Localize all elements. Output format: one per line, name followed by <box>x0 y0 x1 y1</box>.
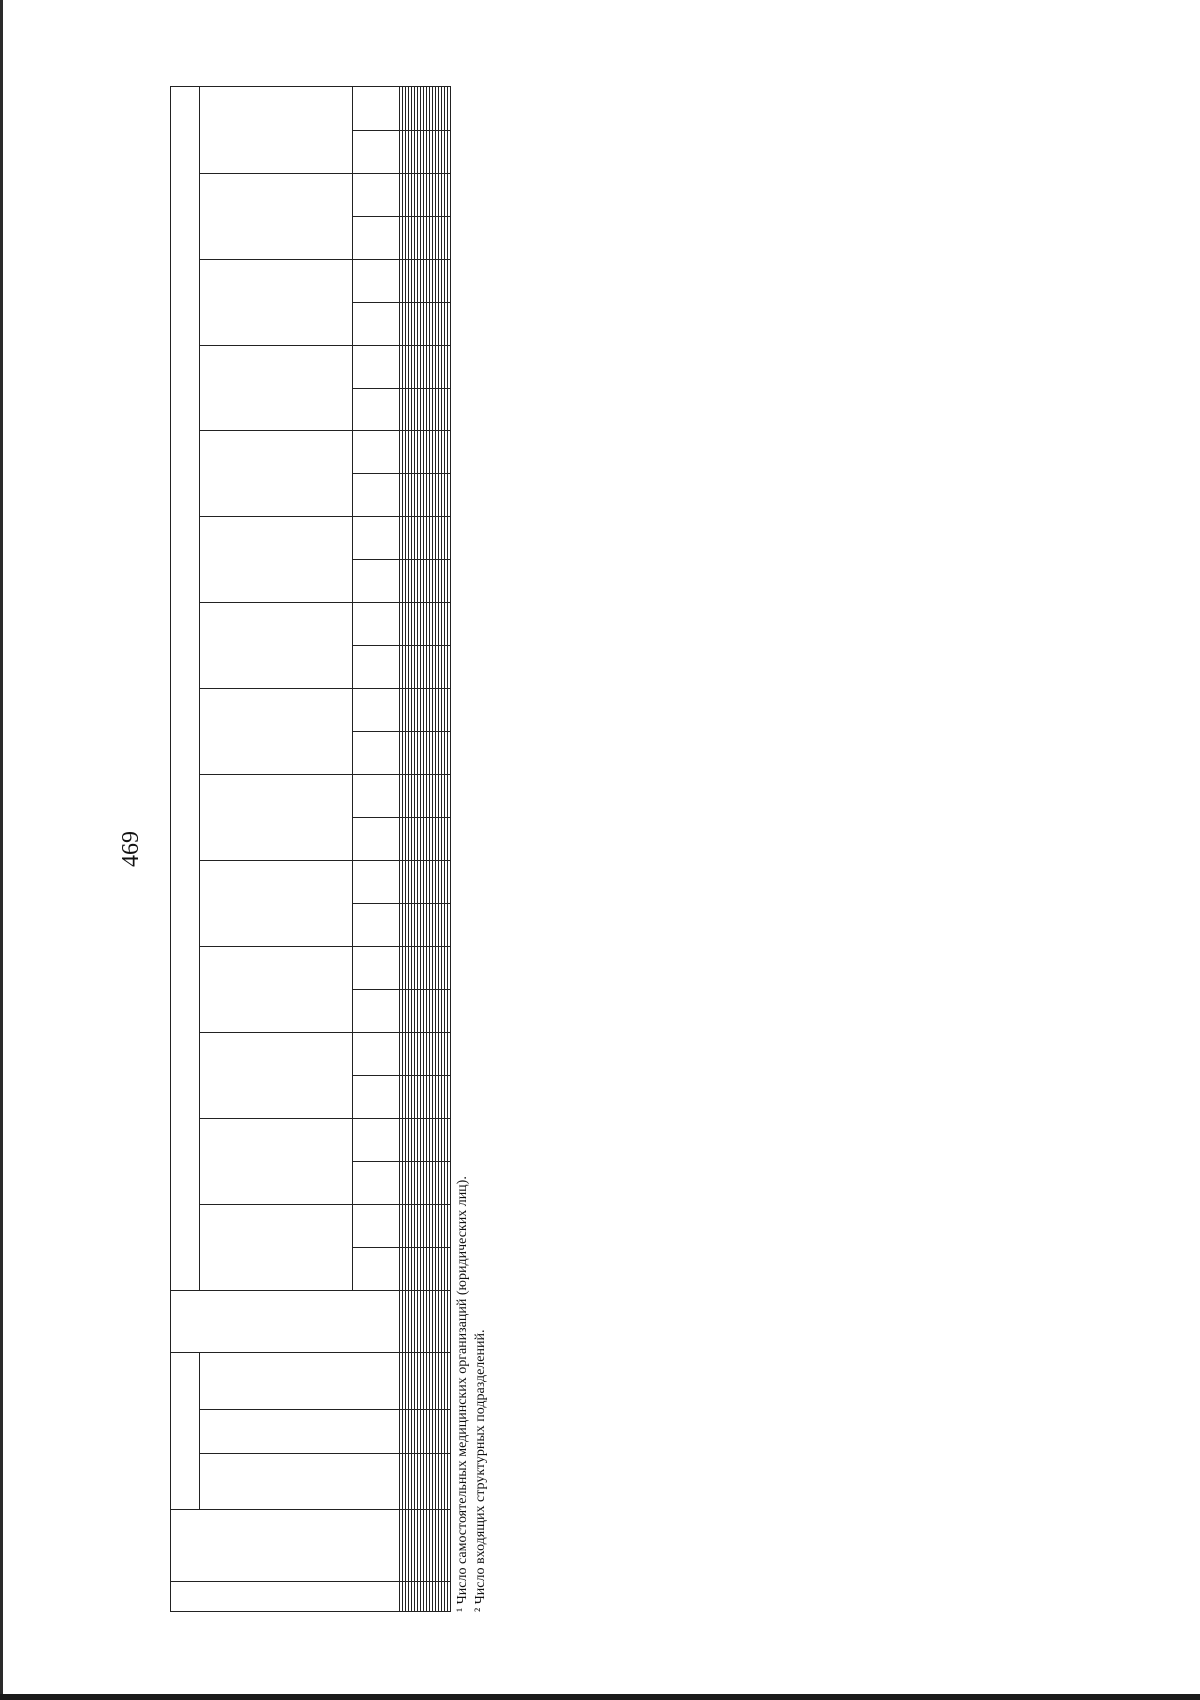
group-header <box>200 1033 353 1119</box>
header-quantity <box>171 87 200 1291</box>
table-cell <box>448 818 451 861</box>
group-header <box>200 259 353 345</box>
yl-header <box>353 1248 400 1291</box>
sp-header <box>353 87 400 131</box>
sp-header <box>353 345 400 388</box>
group-header <box>200 173 353 259</box>
sp-header <box>353 775 400 818</box>
rotated-page <box>118 86 990 1612</box>
header-num <box>171 1581 400 1611</box>
sp-header <box>353 431 400 474</box>
table-cell <box>448 1409 451 1453</box>
table-cell <box>448 517 451 560</box>
group-header <box>200 603 353 689</box>
group-header <box>200 517 353 603</box>
group-header <box>200 87 353 174</box>
table-cell <box>448 216 451 259</box>
table-cell <box>448 689 451 732</box>
table-cell <box>448 1119 451 1162</box>
yl-header <box>353 732 400 775</box>
sp-header <box>353 1205 400 1248</box>
table-cell <box>448 1033 451 1076</box>
table-cell <box>448 173 451 216</box>
yl-header <box>353 216 400 259</box>
table-cell <box>448 1353 451 1409</box>
sp-header <box>353 517 400 560</box>
table-cell <box>448 130 451 173</box>
table-cell <box>448 345 451 388</box>
yl-header <box>353 1162 400 1205</box>
yl-header <box>353 818 400 861</box>
sp-header <box>353 861 400 904</box>
table-cell <box>448 646 451 689</box>
district-name <box>448 1509 451 1581</box>
yl-header <box>353 474 400 517</box>
table-cell <box>448 87 451 131</box>
table-cell <box>448 947 451 990</box>
table-cell <box>448 474 451 517</box>
sp-header <box>353 603 400 646</box>
table-cell <box>448 431 451 474</box>
yl-header <box>353 388 400 431</box>
sp-header <box>353 1033 400 1076</box>
header-pop-total <box>200 1453 400 1509</box>
yl-header <box>353 560 400 603</box>
table-cell <box>448 1453 451 1509</box>
table-cell <box>448 1162 451 1205</box>
group-header <box>200 345 353 431</box>
table-row <box>448 87 451 1612</box>
sp-header <box>353 259 400 302</box>
header-pop-adults <box>200 1353 400 1409</box>
yl-header <box>353 904 400 947</box>
group-header <box>200 1205 353 1291</box>
facilities-table <box>170 86 451 1612</box>
table-cell <box>448 388 451 431</box>
table-cell <box>448 560 451 603</box>
group-header <box>200 1119 353 1205</box>
group-header <box>200 947 353 1033</box>
group-header <box>200 775 353 861</box>
group-header <box>200 861 353 947</box>
table-cell <box>448 1076 451 1119</box>
table-cell <box>448 259 451 302</box>
table-cell <box>448 904 451 947</box>
table-cell <box>448 732 451 775</box>
yl-header <box>353 1076 400 1119</box>
footnote: ² Число входящих структурных подразделений. <box>473 1329 488 1612</box>
group-header <box>200 689 353 775</box>
group-header <box>200 431 353 517</box>
table-cell <box>448 603 451 646</box>
page-number: 469 <box>118 831 144 867</box>
header-population <box>171 1353 200 1509</box>
table-cell <box>448 1248 451 1291</box>
yl-header <box>353 646 400 689</box>
sp-header <box>353 1119 400 1162</box>
table-cell <box>448 302 451 345</box>
sp-header <box>353 173 400 216</box>
table-cell <box>448 1581 451 1611</box>
header-forecast <box>171 1291 400 1353</box>
table-cell <box>448 861 451 904</box>
table-cell <box>448 775 451 818</box>
sp-header <box>353 947 400 990</box>
header-pop-children <box>200 1409 400 1453</box>
scan-bottom-edge <box>0 1694 1200 1700</box>
table-cell <box>448 1205 451 1248</box>
table-cell <box>448 1291 451 1353</box>
yl-header <box>353 302 400 345</box>
yl-header <box>353 990 400 1033</box>
table-cell <box>448 990 451 1033</box>
yl-header <box>353 130 400 173</box>
sp-header <box>353 689 400 732</box>
footnote: ¹ Число самостоятельных медицинских организаций (юридических лиц). <box>455 1176 470 1612</box>
header-district <box>171 1509 400 1581</box>
